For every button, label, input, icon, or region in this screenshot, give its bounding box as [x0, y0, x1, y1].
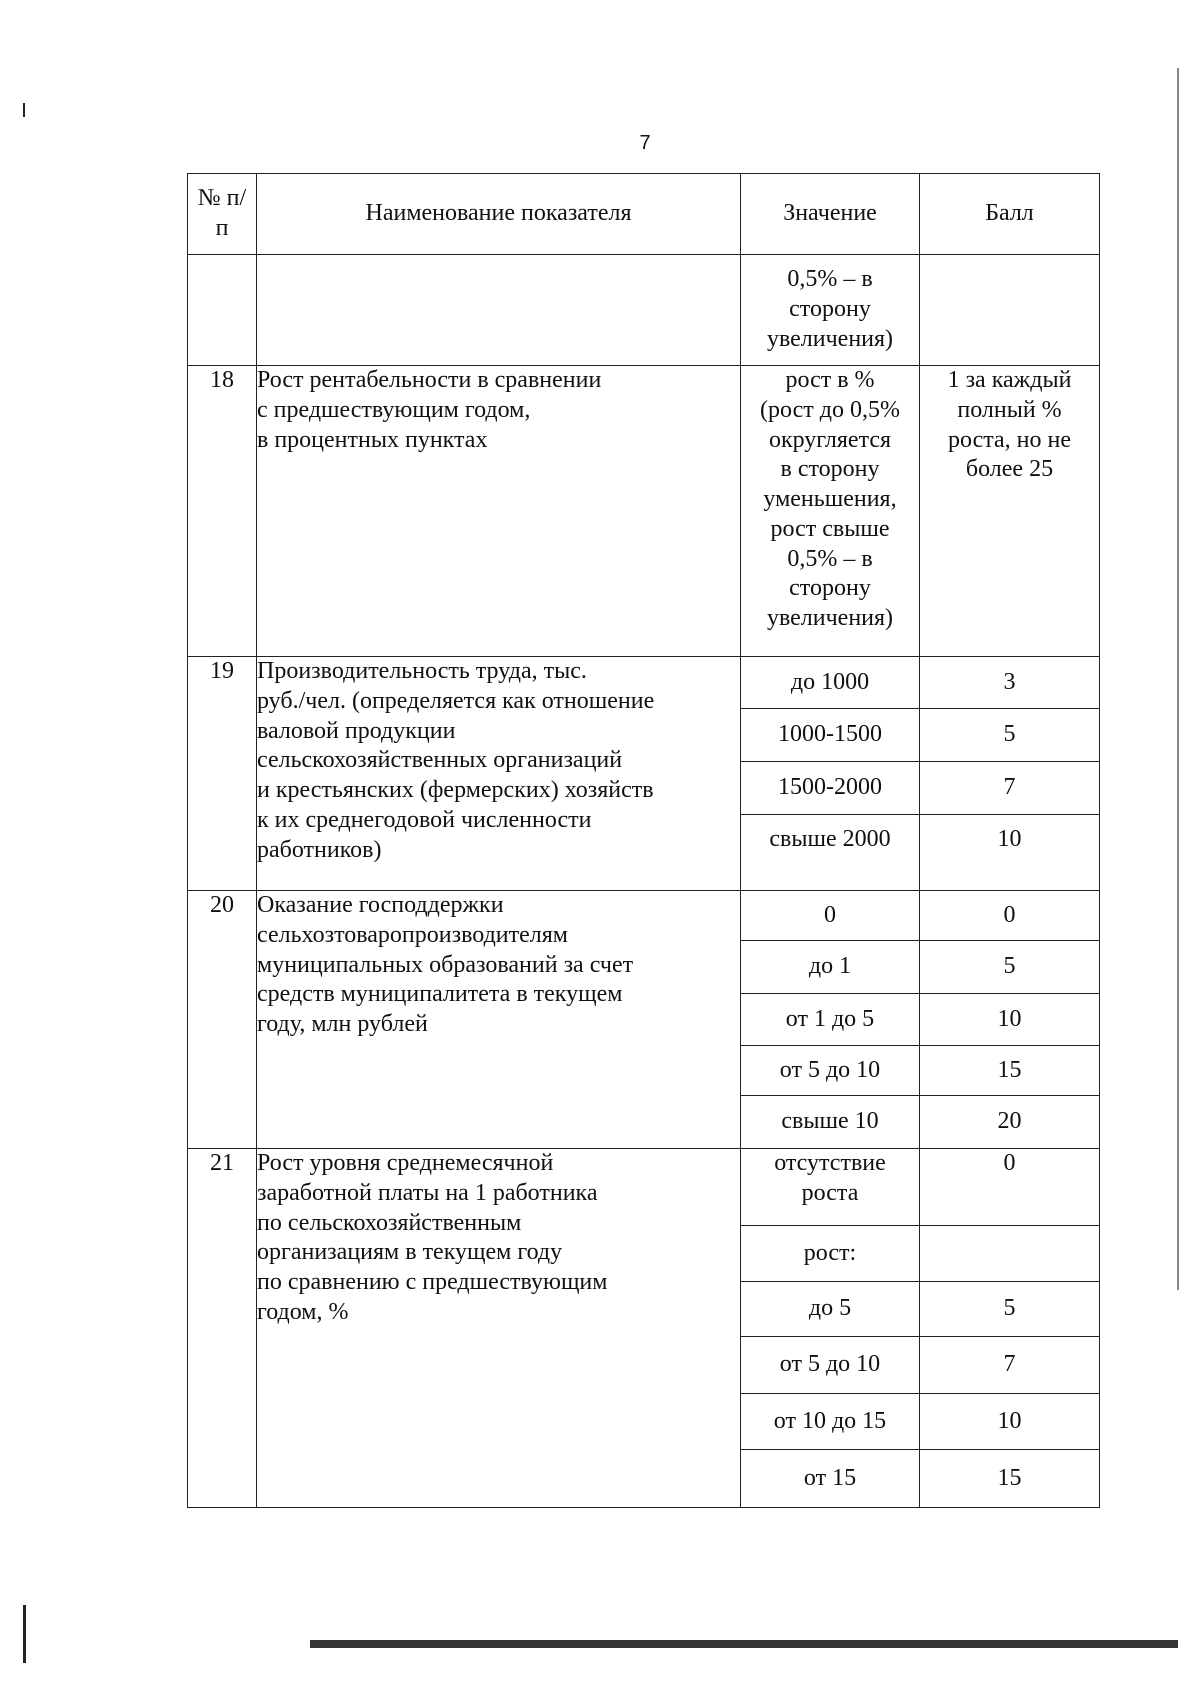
header-num: № п/п	[188, 174, 257, 255]
value-line: 0,5% – в	[787, 266, 873, 293]
value-line: 0,5% – в	[787, 545, 873, 572]
page-number: 7	[639, 132, 651, 154]
cell-num	[188, 255, 257, 366]
name-line: по сравнению с предшествующим	[257, 1269, 608, 1295]
name-line: Производительность труда, тыс.	[257, 658, 587, 684]
indicator-value: от 15	[741, 1450, 920, 1508]
table-row-19	[188, 657, 1100, 709]
value-line: рост свыше	[770, 515, 890, 542]
score-line: роста, но не	[947, 426, 1072, 453]
indicator-score	[920, 1226, 1100, 1282]
name-line: сельскохозяйственных организаций	[257, 747, 623, 774]
name-line: заработной платы на 1 работника	[257, 1179, 598, 1206]
name-line: средств муниципалитета в текущем	[257, 981, 623, 1008]
indicator-score: 10	[920, 1394, 1100, 1450]
indicator-score: 5	[920, 941, 1100, 994]
name-line: году, млн рублей	[257, 1011, 428, 1037]
name-line: по сельскохозяйственным	[257, 1209, 522, 1236]
indicator-value: 0	[741, 891, 920, 941]
indicator-name	[257, 891, 741, 1149]
name-line: с предшествующим годом,	[257, 396, 531, 423]
indicator-value: от 5 до 10	[741, 1046, 920, 1096]
indicator-value: от 5 до 10	[741, 1337, 920, 1394]
indicator-value: до 5	[741, 1282, 920, 1337]
value-line: (рост до 0,5%	[760, 396, 900, 423]
indicator-value: от 10 до 15	[741, 1394, 920, 1450]
cell-score	[920, 255, 1100, 366]
name-line: сельхозтоваропроизводителям	[257, 921, 568, 948]
name-line: и крестьянских (фермерских) хозяйств	[257, 777, 654, 803]
scan-edge-right	[1177, 68, 1179, 1290]
indicator-value: 1000-1500	[741, 709, 920, 762]
name-line: Оказание господдержки	[257, 892, 504, 918]
indicator-value: 1500-2000	[741, 762, 920, 815]
row-number: 21	[188, 1149, 257, 1508]
indicator-name	[257, 1149, 741, 1508]
row-number: 19	[188, 657, 257, 891]
cell-value	[741, 255, 920, 366]
indicator-score: 5	[920, 709, 1100, 762]
value-line: сторону	[789, 296, 871, 323]
name-line: к их среднегодовой численности	[257, 806, 592, 833]
indicator-value: от 1 до 5	[741, 994, 920, 1046]
name-line: муниципальных образований за счет	[257, 951, 634, 978]
indicator-value: свыше 10	[741, 1096, 920, 1149]
name-line: в процентных пунктах	[257, 426, 488, 453]
table-row-21	[188, 1149, 1100, 1226]
indicator-score: 10	[920, 815, 1100, 891]
indicator-score	[920, 366, 1100, 657]
indicator-value: до 1	[741, 941, 920, 994]
indicator-score: 15	[920, 1450, 1100, 1508]
name-line: валовой продукции	[257, 717, 456, 744]
value-line: рост в %	[785, 367, 875, 393]
table-row-20	[188, 891, 1100, 941]
value-line: увеличения)	[766, 605, 894, 631]
value-line: уменьшения,	[763, 486, 897, 512]
indicator-value	[741, 1149, 920, 1226]
indicator-score: 0	[920, 1149, 1100, 1226]
indicator-name	[257, 366, 741, 657]
name-line: Рост рентабельности в сравнении	[257, 367, 602, 393]
header-name: Наименование показателя	[257, 174, 741, 255]
name-line: организациям в текущем году	[257, 1239, 563, 1266]
scan-mark-left-top	[23, 103, 25, 117]
indicator-value: свыше 2000	[741, 815, 920, 891]
header-value: Значение	[741, 174, 920, 255]
indicator-name	[257, 657, 741, 891]
indicator-score: 10	[920, 994, 1100, 1046]
indicator-score: 15	[920, 1046, 1100, 1096]
indicator-score: 7	[920, 1337, 1100, 1394]
value-line: роста	[801, 1179, 859, 1206]
value-line: округляется	[768, 426, 892, 453]
cell-name	[257, 255, 741, 366]
score-line: более 25	[965, 456, 1054, 483]
score-line: 1 за каждый	[947, 367, 1072, 393]
indicator-value: рост:	[741, 1226, 920, 1282]
row-number: 20	[188, 891, 257, 1149]
scan-edge-bottom	[310, 1640, 1178, 1648]
value-line: отсутствие	[774, 1150, 886, 1176]
table-header-row	[188, 174, 1100, 255]
table-row-18	[188, 366, 1100, 657]
name-line: годом, %	[257, 1298, 349, 1325]
indicator-score: 0	[920, 891, 1100, 941]
name-line: Рост уровня среднемесячной	[257, 1150, 554, 1176]
indicator-score: 20	[920, 1096, 1100, 1149]
name-line: руб./чел. (определяется как отношение	[257, 687, 655, 714]
table-row-continuation	[188, 255, 1100, 366]
name-line: работников)	[257, 836, 382, 863]
indicator-table	[187, 173, 1100, 1508]
indicator-value: до 1000	[741, 657, 920, 709]
value-line: сторону	[789, 575, 871, 602]
indicator-value	[741, 366, 920, 657]
row-number: 18	[188, 366, 257, 657]
scan-mark-left-bottom	[23, 1605, 26, 1663]
indicator-score: 7	[920, 762, 1100, 815]
value-line: увеличения)	[766, 325, 894, 352]
score-line: полный %	[957, 396, 1062, 423]
indicator-score: 3	[920, 657, 1100, 709]
value-line: в сторону	[780, 456, 880, 483]
header-score: Балл	[920, 174, 1100, 255]
indicator-score: 5	[920, 1282, 1100, 1337]
